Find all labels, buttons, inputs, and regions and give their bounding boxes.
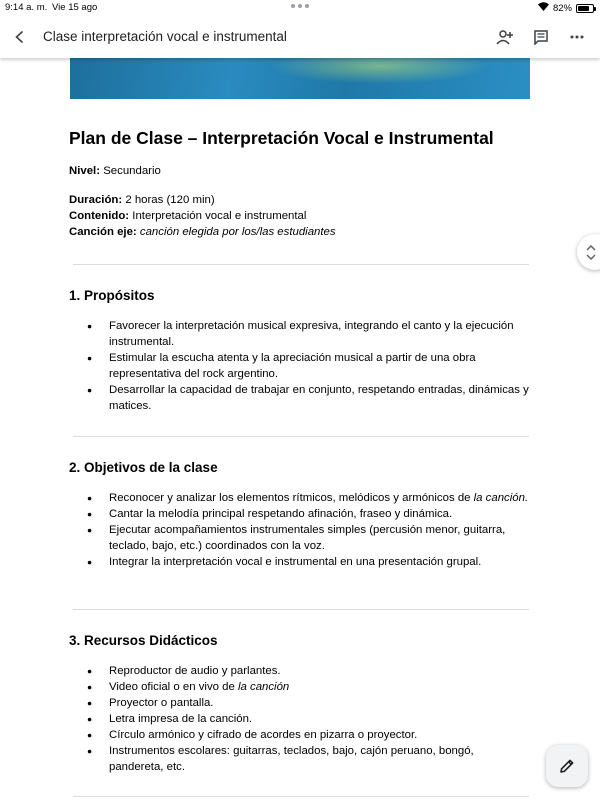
list-item: ● Reproductor de audio y parlantes.: [69, 663, 531, 679]
chevron-down-icon: [586, 254, 596, 260]
battery-icon: [576, 4, 594, 13]
chevron-up-icon: [586, 245, 596, 251]
list-item: ● Círculo armónico y cifrado de acordes en pizarra o proyector.: [69, 727, 531, 743]
divider: [73, 436, 529, 437]
status-bar: [0, 0, 600, 16]
list-item: ● Cantar la melodía principal respetando afinación, fraseo y dinámica.: [69, 506, 531, 522]
divider: [73, 609, 529, 610]
meta-contenido: Contenido: Interpretación vocal e instrumental: [69, 210, 307, 222]
back-arrow-icon[interactable]: [10, 27, 30, 47]
meta-duracion: Duración: 2 horas (120 min): [69, 194, 215, 206]
recursos-list: [69, 663, 531, 775]
section-heading-objetivos: 2. Objetivos de la clase: [69, 460, 218, 475]
list-item: ● Reconocer y analizar los elementos rítmicos, melódicos y armónicos de la canción.: [69, 490, 531, 506]
divider: [73, 796, 529, 797]
app-bar: [0, 16, 600, 58]
status-date: Vie 15 ago: [52, 2, 98, 13]
list-item: ● Integrar la interpretación vocal e instrumental en una presentación grupal.: [69, 554, 531, 570]
list-item: ● Ejecutar acompañamientos instrumentales simples (percusión menor, guitarra, teclado, bajo, etc.) coordinados con la voz.: [69, 522, 531, 554]
list-item: ● Letra impresa de la canción.: [69, 711, 531, 727]
edit-fab-button[interactable]: [546, 745, 588, 787]
section-heading-propositos: 1. Propósitos: [69, 288, 155, 303]
objetivos-list: [69, 490, 531, 570]
header-banner-image: [70, 58, 530, 99]
document-body[interactable]: [0, 58, 600, 800]
section-heading-recursos: 3. Recursos Didácticos: [69, 633, 218, 648]
document-title: Clase interpretación vocal e instrumental: [43, 29, 287, 44]
status-time: 9:14 a. m.: [5, 2, 48, 13]
comment-icon[interactable]: [530, 26, 552, 48]
battery-percent: 82%: [552, 2, 572, 14]
list-item: ● Favorecer la interpretación musical expresiva, integrando el canto y la ejecución instrumental.: [69, 318, 531, 350]
meta-cancion: Canción eje: canción elegida por los/las estudiantes: [69, 226, 336, 238]
propositos-list: [69, 318, 531, 414]
list-item: ● Desarrollar la capacidad de trabajar en conjunto, respetando entradas, dinámicas y matices.: [69, 382, 531, 414]
list-item: ● Video oficial o en vivo de la canción: [69, 679, 531, 695]
list-item: ● Estimular la escucha atenta y la apreciación musical a partir de una obra representativa del rock argentino.: [69, 350, 531, 382]
more-vert-icon[interactable]: [566, 26, 588, 48]
divider: [73, 264, 529, 265]
list-item: ● Instrumentos escolares: guitarras, teclados, bajo, cajón peruano, bongó, pandereta, etc.: [69, 743, 531, 775]
add-person-icon[interactable]: [494, 26, 516, 48]
wifi-icon: [538, 2, 549, 14]
page-title: Plan de Clase – Interpretación Vocal e Instrumental: [69, 128, 494, 148]
multitasking-dots-icon[interactable]: [291, 4, 309, 8]
list-item: ● Proyector o pantalla.: [69, 695, 531, 711]
meta-nivel: Nivel: Secundario: [69, 165, 161, 177]
pencil-icon: [558, 757, 576, 775]
